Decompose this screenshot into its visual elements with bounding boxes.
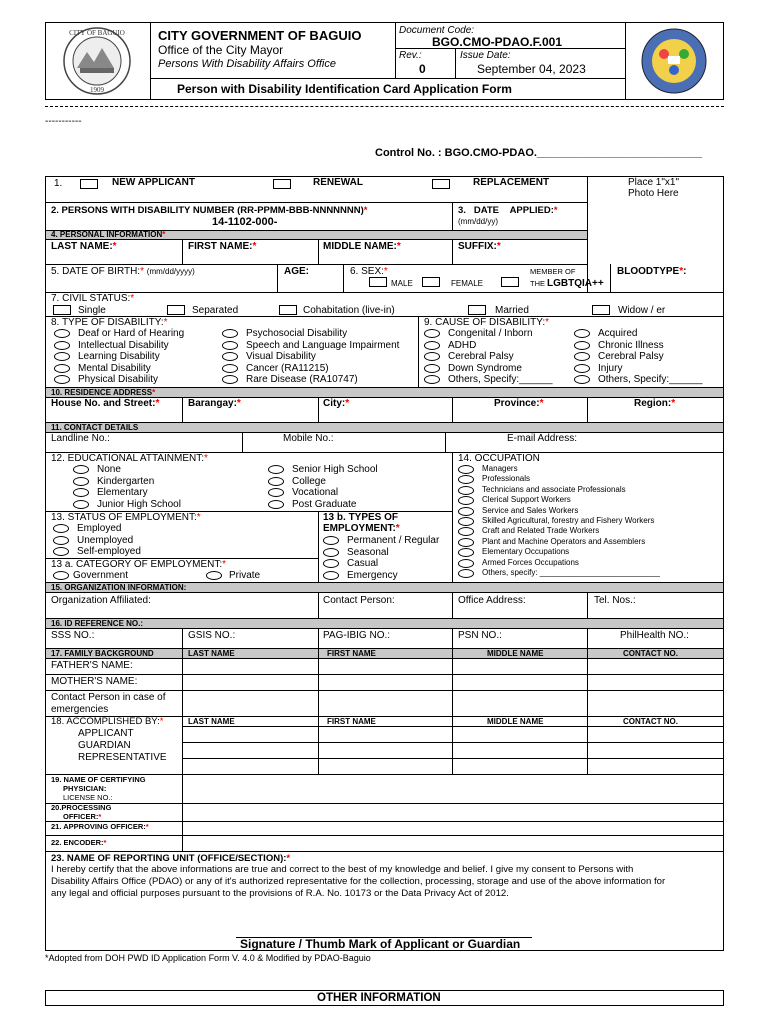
landline-label: Landline No.:: [51, 433, 110, 444]
id-reference-header: 16. ID REFERENCE NO.:: [51, 619, 144, 628]
accomplished-middle-col: MIDDLE NAME: [487, 717, 544, 726]
disability-type-a-option-3-label: Mental Disability: [78, 362, 151, 374]
employment-status-option-0-radio[interactable]: [53, 524, 69, 533]
accomplished-guardian[interactable]: GUARDIAN: [78, 740, 131, 751]
new-applicant-checkbox[interactable]: [80, 179, 98, 189]
occupation-option-7-radio[interactable]: [458, 538, 474, 547]
education-b-option-3-radio[interactable]: [268, 500, 284, 509]
disability-type-a-option-2-label: Learning Disability: [78, 351, 160, 363]
region-label: Region:*: [634, 398, 676, 409]
rev-label: Rev.:: [399, 50, 422, 61]
civil-single-label: Single: [78, 305, 106, 316]
civil-status-label: 7. CIVIL STATUS:*: [51, 293, 135, 304]
employment-type-option-3-label: Emergency: [347, 569, 398, 581]
disability-cause-a-option-0-label: Congenital / Inborn: [448, 328, 533, 339]
dash-continuation: -----------: [45, 116, 82, 127]
accomplished-last-col: LAST NAME: [188, 717, 235, 726]
other-info-title: OTHER INFORMATION: [317, 992, 441, 1004]
education-b-option-1-label: College: [292, 475, 326, 487]
encoder-label: 22. ENCODER:*: [51, 838, 107, 847]
disability-type-label: 8. TYPE OF DISABILITY:*: [51, 317, 168, 328]
certification-line-2: Disability Affairs Office (PDAO) or any of it's authorized representative for the collection, processing, storage and use of the above information for: [51, 876, 666, 887]
education-a-option-2-label: Elementary: [97, 487, 148, 499]
employment-type-option-0-label: Permanent / Regular: [347, 535, 440, 546]
emergency-contact-label: Contact Person in case of: [51, 692, 166, 703]
certification-line-3: any legal and official purposes pursuant to the provisions of R.A. No. 10173 or the Data Privacy Act of 2012.: [51, 888, 509, 899]
philhealth-label: PhilHealth NO.:: [620, 630, 689, 641]
disability-type-a-option-3-radio[interactable]: [54, 364, 70, 373]
employment-types-label: 13 b. TYPES OF: [323, 512, 399, 523]
processing-officer-label-2: OFFICER:*: [63, 812, 102, 821]
processing-officer-label: 20.PROCESSING: [51, 803, 112, 812]
seal-year: 1909: [90, 86, 104, 94]
civil-widow-checkbox[interactable]: [592, 305, 610, 315]
mother-label: MOTHER'S NAME:: [51, 676, 138, 687]
disability-cause-label: 9. CAUSE OF DISABILITY:*: [424, 317, 550, 328]
replacement-checkbox[interactable]: [432, 179, 450, 189]
s1-num: 1.: [54, 178, 63, 189]
disability-cause-a-option-0-radio[interactable]: [424, 329, 440, 338]
education-b-option-0-radio[interactable]: [268, 465, 284, 474]
lgbt-label: LGBTQIA++: [547, 278, 604, 289]
bloodtype-label: BLOODTYPE*:: [617, 266, 687, 277]
renewal-label: RENEWAL: [313, 177, 363, 188]
lgbt-checkbox[interactable]: [501, 277, 519, 287]
male-checkbox[interactable]: [369, 277, 387, 287]
mobile-label: Mobile No.:: [283, 433, 334, 444]
org-affiliated-label: Organization Affiliated:: [51, 595, 151, 606]
disability-type-b-option-1-radio[interactable]: [222, 341, 238, 350]
photo-placeholder-2: Photo Here: [628, 188, 679, 199]
occupation-option-10-radio[interactable]: [458, 569, 474, 578]
new-applicant-label: NEW APPLICANT: [112, 177, 195, 188]
civil-widow-label: Widow / er: [618, 305, 666, 316]
date-applied-label: 3. DATE APPLIED:*: [458, 205, 558, 216]
family-middle-col: MIDDLE NAME: [487, 649, 544, 658]
disability-type-a-option-0-label: Deaf or Hard of Hearing: [78, 328, 185, 339]
disability-type-b-option-0-radio[interactable]: [222, 329, 238, 338]
education-a-option-1-radio[interactable]: [73, 477, 89, 486]
replacement-label: REPLACEMENT: [473, 177, 550, 188]
employment-status-label: 13. STATUS OF EMPLOYMENT:*: [51, 512, 201, 523]
accomplished-representative[interactable]: REPRESENTATIVE: [78, 752, 167, 763]
employment-category-label: 13 a. CATEGORY OF EMPLOYMENT:*: [51, 559, 227, 570]
province-label: Province:*: [494, 398, 544, 409]
category-private-radio[interactable]: [206, 571, 222, 580]
doc-code-label: Document Code:: [399, 25, 475, 36]
physician-label-2: PHYSICIAN:: [63, 784, 107, 793]
issue-label: Issue Date:: [460, 50, 511, 61]
barangay-label: Barangay:*: [188, 398, 241, 409]
occupation-option-3-label: Clerical Support Workers: [482, 495, 571, 505]
disability-type-b-option-3-label: Cancer (RA11215): [246, 362, 329, 374]
father-label: FATHER'S NAME:: [51, 660, 133, 671]
sex-label: 6. SEX:*: [350, 266, 388, 277]
civil-single-checkbox[interactable]: [53, 305, 71, 315]
occupation-option-0-label: Managers: [482, 464, 518, 473]
civil-cohab-checkbox[interactable]: [279, 305, 297, 315]
doc-code: BGO.CMO-PDAO.F.001: [432, 35, 563, 49]
disability-type-b-option-2-label: Visual Disability: [246, 351, 316, 363]
gsis-label: GSIS NO.:: [188, 630, 236, 641]
disability-cause-a-option-3-label: Down Syndrome: [448, 362, 522, 374]
pwd-number-value[interactable]: 14-1102-000-: [212, 216, 278, 228]
occupation-option-9-radio[interactable]: [458, 559, 474, 568]
control-number: Control No. : BGO.CMO-PDAO.___________________________: [375, 147, 703, 159]
disability-type-a-option-1-label: Intellectual Disability: [78, 339, 169, 351]
disability-cause-b-option-1-radio[interactable]: [574, 341, 590, 350]
photo-placeholder-1: Place 1"x1": [628, 177, 680, 188]
employment-status-option-1-radio[interactable]: [53, 536, 69, 545]
occupation-option-8-label: Elementary Occupations: [482, 547, 570, 557]
education-b-option-3-label: Post Graduate: [292, 498, 357, 510]
occupation-option-1-label: Professionals: [482, 474, 531, 484]
accomplished-applicant[interactable]: APPLICANT: [78, 728, 134, 739]
education-b-option-1-radio[interactable]: [268, 477, 284, 486]
civil-married-checkbox[interactable]: [468, 305, 486, 315]
last-name-label: LAST NAME:*: [51, 241, 117, 252]
disability-cause-b-option-3-label: Injury: [598, 362, 623, 374]
physician-label: 19. NAME OF CERTIFYING: [51, 775, 146, 784]
category-government-label: Government: [73, 570, 129, 581]
education-b-option-0-label: Senior High School: [292, 464, 378, 475]
education-label: 12. EDUCATIONAL ATTAINMENT:*: [51, 453, 208, 464]
education-a-option-1-label: Kindergarten: [97, 475, 155, 487]
personal-info-header: 4. PERSONAL INFORMATION*: [51, 230, 166, 239]
pwd-number-label: 2. PERSONS WITH DISABILITY NUMBER (RR-PPMM-BBB-NNNNNNN)*: [51, 205, 368, 216]
occupation-option-4-radio[interactable]: [458, 507, 474, 516]
occupation-option-4-label: Service and Sales Workers: [482, 505, 579, 515]
category-private-label: Private: [229, 570, 261, 581]
disability-cause-a-option-1-label: ADHD: [448, 339, 477, 351]
education-a-option-0-radio[interactable]: [73, 465, 89, 474]
approving-officer-label: 21. APPROVING OFFICER:*: [51, 822, 149, 831]
disability-type-b-option-3-radio[interactable]: [222, 364, 238, 373]
occupation-label: 14. OCCUPATION: [458, 453, 540, 464]
employment-status-option-2-label: Self-employed: [77, 546, 141, 558]
disability-cause-a-option-1-radio[interactable]: [424, 341, 440, 350]
disability-cause-a-option-3-radio[interactable]: [424, 364, 440, 373]
reporting-unit-label: 23. NAME OF REPORTING UNIT (OFFICE/SECTION):*: [51, 853, 291, 864]
employment-status-option-0-label: Employed: [77, 523, 122, 534]
employment-type-option-1-radio[interactable]: [323, 548, 339, 557]
office-address-label: Office Address:: [458, 595, 526, 606]
disability-cause-b-option-0-label: Acquired: [598, 328, 638, 339]
civil-cohab-label: Cohabitation (live-in): [303, 305, 395, 316]
disability-type-b-option-1-label: Speech and Language Impairment: [246, 339, 400, 351]
employment-type-option-0-radio[interactable]: [323, 536, 339, 545]
female-checkbox[interactable]: [422, 277, 440, 287]
age-label: AGE:: [284, 266, 309, 277]
occupation-option-2-label: Technicians and associate Professionals: [482, 484, 626, 494]
pagibig-label: PAG-IBIG NO.:: [323, 630, 391, 641]
city-seal-logo: [52, 24, 142, 98]
house-street-label: House No. and Street:*: [51, 398, 160, 409]
education-a-option-0-label: None: [97, 464, 121, 475]
disability-cause-b-option-2-label: Cerebral Palsy: [598, 351, 664, 363]
sss-label: SSS NO.:: [51, 630, 95, 641]
disability-cause-a-option-2-label: Cerebral Palsy: [448, 351, 514, 363]
seal-text: CITY OF BAGUIO: [69, 29, 125, 37]
license-label: LICENSE NO.:: [63, 793, 113, 802]
family-header: 17. FAMILY BACKGROUND: [51, 649, 154, 658]
occupation-option-5-label: Skilled Agricultural, forestry and Fishery Workers: [482, 516, 655, 525]
occupation-option-10-label: Others, specify: ___________________________: [482, 568, 660, 577]
org-name: CITY GOVERNMENT OF BAGUIO: [158, 28, 362, 43]
pdao-seal-logo: [634, 26, 714, 96]
date-applied-format: (mm/dd/yy): [458, 217, 498, 226]
disability-cause-b-option-4-label: Others, Specify:______: [598, 374, 703, 386]
member-the-label: THE: [530, 279, 545, 288]
occupation-option-6-label: Craft and Related Trade Workers: [482, 526, 600, 536]
accomplished-first-col: FIRST NAME: [327, 717, 376, 726]
disability-cause-b-option-0-radio[interactable]: [574, 329, 590, 338]
tel-nos-label: Tel. Nos.:: [594, 595, 636, 606]
email-label: E-mail Address:: [507, 433, 578, 444]
office-name: Office of the City Mayor: [158, 43, 284, 57]
occupation-option-5-radio[interactable]: [458, 517, 474, 526]
renewal-checkbox[interactable]: [273, 179, 291, 189]
employment-status-option-1-label: Unemployed: [77, 534, 134, 546]
disability-type-a-option-0-radio[interactable]: [54, 329, 70, 338]
middle-name-label: MIDDLE NAME:*: [323, 241, 401, 252]
education-a-option-3-label: Junior High School: [97, 498, 181, 510]
civil-separated-label: Separated: [192, 305, 239, 316]
footnote: *Adopted from DOH PWD ID Application Form V. 4.0 & Modified by PDAO-Baguio: [45, 953, 371, 963]
signature-label: Signature / Thumb Mark of Applicant or Guardian: [240, 937, 521, 951]
unit-name: Persons With Disability Affairs Office: [158, 58, 336, 70]
disability-type-a-option-4-label: Physical Disability: [78, 374, 159, 386]
category-government-radio[interactable]: [53, 571, 69, 580]
education-b-option-2-label: Vocational: [292, 487, 339, 499]
occupation-option-2-radio[interactable]: [458, 486, 474, 495]
residence-header: 10. RESIDENCE ADDRESS*: [51, 388, 156, 397]
female-label: FEMALE: [451, 279, 484, 288]
employment-type-option-2-label: Casual: [347, 558, 379, 570]
contact-person-label: Contact Person:: [323, 595, 395, 606]
education-a-option-3-radio[interactable]: [73, 500, 89, 509]
male-label: MALE: [391, 279, 413, 288]
civil-married-label: Married: [495, 305, 529, 316]
family-last-col: LAST NAME: [188, 649, 235, 658]
disability-cause-b-option-1-label: Chronic Illness: [598, 339, 664, 351]
civil-separated-checkbox[interactable]: [167, 305, 185, 315]
organization-header: 15. ORGANIZATION INFORMATION:: [51, 583, 187, 592]
rev-value: 0: [419, 62, 426, 76]
emergency-contact-label-2: emergencies: [51, 704, 109, 715]
member-of-label: MEMBER OF: [530, 267, 576, 276]
accomplished-by-label: 18. ACCOMPLISHED BY:*: [51, 716, 164, 727]
employment-type-option-3-radio[interactable]: [323, 571, 339, 580]
certification-line-1: I hereby certify that the above informations are true and correct to the best of my knowledge and belief. I give my consent to Persons with: [51, 864, 634, 875]
disability-cause-b-option-3-radio[interactable]: [574, 364, 590, 373]
dob-label: 5. DATE OF BIRTH:* (mm/dd/yyyy): [51, 266, 195, 277]
employment-type-option-1-label: Seasonal: [347, 546, 389, 558]
family-contact-col: CONTACT NO.: [623, 649, 678, 658]
disability-type-a-option-1-radio[interactable]: [54, 341, 70, 350]
city-label: City:*: [323, 398, 350, 409]
contact-header: 11. CONTACT DETAILS: [51, 423, 139, 432]
occupation-option-0-radio[interactable]: [458, 465, 474, 474]
issue-date: September 04, 2023: [477, 62, 586, 76]
accomplished-contact-col: CONTACT NO.: [623, 717, 678, 726]
disability-cause-a-option-4-label: Others, Specify:______: [448, 374, 553, 386]
form-title: Person with Disability Identification Card Application Form: [177, 82, 512, 96]
disability-type-b-option-0-label: Psychosocial Disability: [246, 328, 348, 339]
psn-label: PSN NO.:: [458, 630, 502, 641]
family-first-col: FIRST NAME: [327, 649, 376, 658]
employment-types-label-2: EMPLOYMENT:*: [323, 523, 400, 534]
occupation-option-7-label: Plant and Machine Operators and Assemblers: [482, 536, 646, 546]
suffix-label: SUFFIX:*: [458, 241, 501, 252]
occupation-option-9-label: Armed Forces Occupations: [482, 557, 579, 567]
disability-type-b-option-4-label: Rare Disease (RA10747): [246, 374, 358, 386]
first-name-label: FIRST NAME:*: [188, 241, 257, 252]
